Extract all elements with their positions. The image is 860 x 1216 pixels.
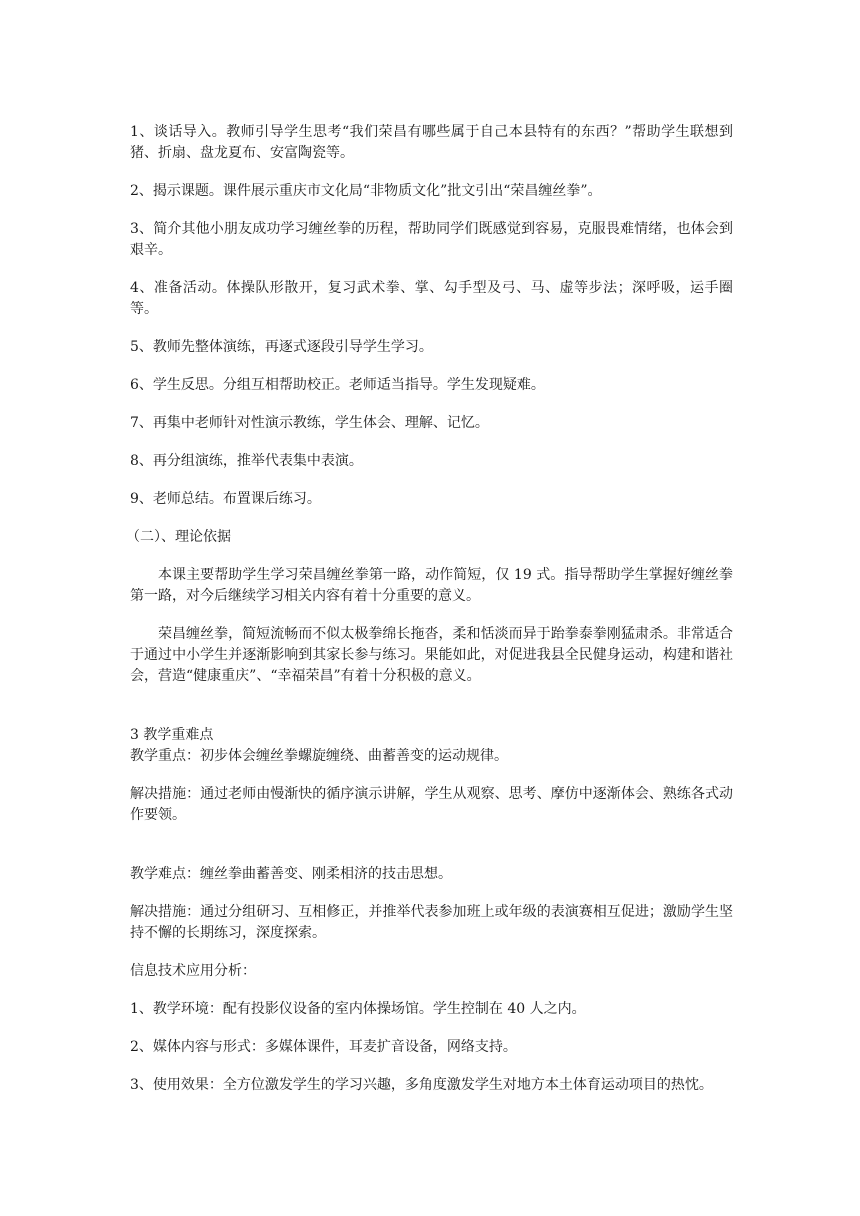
difficult-point-solution: 解决措施：通过分组研习、互相修正，并推举代表参加班上或年级的表演赛相互促进；激励学生坚持不懈的长期练习，深度探索。: [130, 904, 733, 941]
document-page: [126, 122, 733, 1113]
difficult-point: 教学难点：缠丝拳曲蓄善变、刚柔相济的技击思想。: [130, 866, 452, 882]
step-8: 8、再分组演练，推举代表集中表演。: [130, 453, 363, 469]
theory-heading: （二）、理论依据: [126, 529, 231, 545]
it-item-2: 2、媒体内容与形式：多媒体课件，耳麦扩音设备，网络支持。: [130, 1039, 517, 1055]
step-9: 9、老师总结。布置课后练习。: [130, 491, 321, 507]
step-6: 6、学生反思。分组互相帮助校正。老师适当指导。学生发现疑难。: [130, 377, 545, 393]
it-item-3: 3、使用效果：全方位激发学生的学习兴趣，多角度激发学生对地方本土体育运动项目的热忱。: [130, 1077, 713, 1093]
step-4: 4、准备活动。体操队形散开，复习武术拳、掌、勾手型及弓、马、虚等步法；深呼吸，运手圈等。: [130, 280, 733, 317]
step-5: 5、教师先整体演练，再逐式逐段引导学生学习。: [130, 339, 433, 355]
step-1: 1、谈话导入。教师引导学生思考“我们荣昌有哪些属于自己本县特有的东西？”帮助学生联想到猪、折扇、盘龙夏布、安富陶瓷等。: [130, 124, 733, 161]
step-3: 3、简介其他小朋友成功学习缠丝拳的历程，帮助同学们既感觉到容易，克服畏难情绪，也体会到艰辛。: [130, 221, 733, 258]
key-point: 教学重点：初步体会缠丝拳螺旋缠绕、曲蓄善变的运动规律。: [130, 748, 508, 764]
step-7: 7、再集中老师针对性演示教练，学生体会、理解、记忆。: [130, 415, 489, 431]
theory-paragraph-1: 本课主要帮助学生学习荣昌缠丝拳第一路，动作简短，仅 19 式。指导帮助学生掌握好缠丝拳第一路，对今后继续学习相关内容有着十分重要的意义。: [130, 567, 733, 604]
theory-paragraph-2: 荣昌缠丝拳，简短流畅而不似太极拳绵长拖沓，柔和恬淡而异于跆拳泰拳刚猛肃杀。非常适合于通过中小学生并逐渐影响到其家长参与练习。果能如此，对促进我县全民健身运动，构建和谐社会，营造“健康重庆”、“幸福荣昌”有着十分积极的意义。: [130, 626, 733, 684]
key-difficulty-heading: 3 教学重难点: [130, 727, 214, 743]
it-analysis-heading: 信息技术应用分析：: [130, 963, 256, 979]
step-2: 2、揭示课题。课件展示重庆市文化局“非物质文化”批文引出“荣昌缠丝拳”。: [130, 183, 602, 199]
it-item-1: 1、教学环境：配有投影仪设备的室内体操场馆。学生控制在 40 人之内。: [130, 1001, 586, 1017]
key-point-solution: 解决措施：通过老师由慢渐快的循序演示讲解，学生从观察、思考、摩仿中逐渐体会、熟练各式动作要领。: [130, 786, 733, 823]
